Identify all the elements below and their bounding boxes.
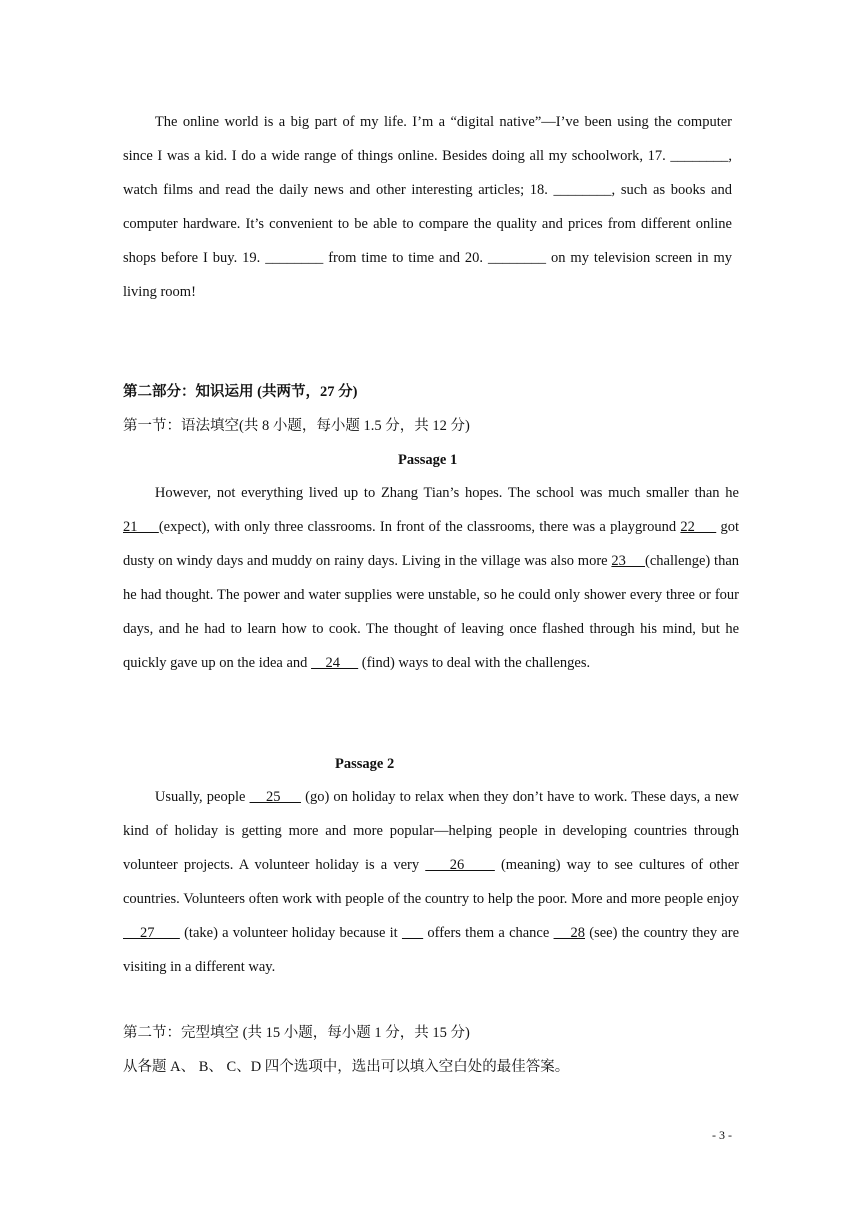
- blank-unnumbered: [402, 925, 423, 941]
- blank-28: 28: [553, 925, 585, 941]
- passage1-text-5: (find) ways to deal with the challenges.: [358, 655, 591, 671]
- reading-paragraph: The online world is a big part of my life. I’m a “digital native”—I’ve been using the computer since I was a kid. I do a wide range of things online. Besides doing all my schoolwork, 17. ________, watch films and read the daily news and other interesting articles; 18. ________, such as books and computer hardware. It’s convenient to be able to compare the quality and prices from different online shops before I buy. 19. ________ from time to time and 20. ________ on my television screen in my living room!: [123, 114, 732, 300]
- passage2-text-3: (meaning) way to see cultures of other countries. Volunteers often work with people of the country to help the poor. More and more people enjoy: [123, 857, 739, 907]
- blank-21: 21: [123, 519, 159, 535]
- cloze-section-heading: 第二节：完型填空 (共 15 小题，每小题 1 分，共 15 分): [123, 1025, 470, 1041]
- cloze-instruction: 从各题 A、 B、 C、D 四个选项中，选出可以填入空白处的最佳答案。: [123, 1059, 570, 1075]
- passage1-text-4: (challenge) than he had thought. The power and water supplies were unstable, so he could only shower every three or four days, and he had to learn how to cook. The thought of leaving once flashed through his mind, but he quickly gave up on the idea and: [123, 553, 740, 671]
- passage2-text-4: (take) a volunteer holiday because it: [179, 925, 402, 941]
- passage2-text-5: offers them a chance: [423, 925, 554, 941]
- passage1-text-1: However, not everything lived up to Zhang Tian’s hopes. The school was much smaller than he: [154, 485, 739, 501]
- blank-23: 23: [611, 553, 646, 569]
- blank-24: 24: [311, 655, 359, 671]
- blank-26: 26: [425, 857, 495, 873]
- passage2-text-6: (see) the country they are visiting in a different way.: [123, 925, 740, 975]
- blank-25: 25: [249, 789, 302, 805]
- passage1-paragraph: [123, 476, 739, 680]
- passage1-text-3: got dusty on windy days and muddy on rainy days. Living in the village was also more: [123, 519, 740, 569]
- passage2-text-1: Usually, people: [154, 789, 250, 805]
- passage1-title: Passage 1: [398, 452, 458, 468]
- blank-22: 22: [680, 519, 717, 535]
- grammar-section-heading: 第一节：语法填空(共 8 小题，每小题 1.5 分，共 12 分): [123, 418, 470, 434]
- page-number: - 3 -: [712, 1128, 732, 1142]
- blank-27: 27: [123, 925, 180, 941]
- passage2-paragraph: [123, 780, 739, 984]
- passage2-text-2: (go) on holiday to relax when they don’t have to work. These days, a new kind of holiday is getting more and more popular—helping people in developing countries through volunteer projects. A volunteer holiday is a very: [123, 789, 739, 873]
- passage2-title: Passage 2: [335, 756, 395, 772]
- part2-heading: 第二部分：知识运用 (共两节，27 分): [123, 384, 358, 400]
- passage1-text-2: (expect), with only three classrooms. In front of the classrooms, there was a playground: [158, 519, 681, 535]
